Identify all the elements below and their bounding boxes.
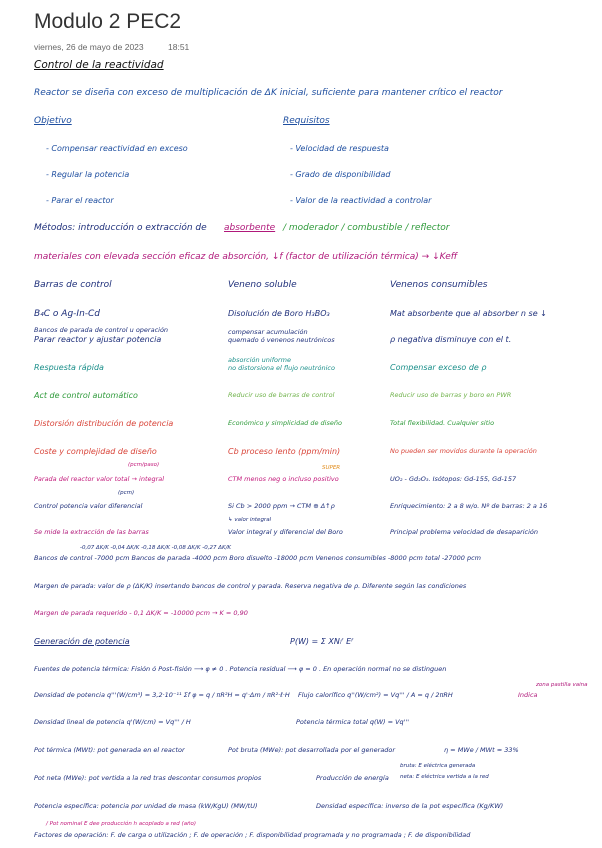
handwritten-line: Cb proceso lento (ppm/min) xyxy=(228,447,341,456)
handwritten-line: quemado ó venenos neutrónicos xyxy=(228,336,335,344)
handwritten-line: neta: E eléctrica vertida a la red xyxy=(400,774,489,780)
handwritten-line: Bancos de control -7000 pcm Bancos de parada -4000 pcm Boro disuelto -18000 pcm Venenos consumibles -8000 pcm total -27000 pcm xyxy=(34,554,481,562)
handwritten-line: Reducir uso de barras y boro en PWR xyxy=(390,391,512,399)
handwritten-line: Densidad de potencia q'''(W/cm³) = 3,2·10⁻¹¹ Σf φ = q / πR²H = q'·Δm / πR²·ℓ·H xyxy=(34,691,290,699)
handwritten-line: CTM menos neg o incluso positivo xyxy=(228,475,339,483)
handwritten-line: Distorsión distribución de potencia xyxy=(34,419,174,428)
handwritten-line: Densidad lineal de potencia q'(W/cm) = Vq''' / H xyxy=(34,718,191,726)
handwritten-line: absorbente xyxy=(224,223,276,233)
note-time: 18:51 xyxy=(168,42,190,52)
handwritten-line: Veneno soluble xyxy=(228,280,297,290)
handwritten-line: Total flexibilidad. Cualquier sitio xyxy=(390,419,495,427)
handwritten-line: Coste y complejidad de diseño xyxy=(34,447,157,456)
handwritten-line: Densidad específica: inverso de la pot específica (Kg/KW) xyxy=(316,802,504,810)
handwritten-line: Disolución de Boro H₃BO₃ xyxy=(228,309,330,318)
handwritten-line: Parar reactor y ajustar potencia xyxy=(34,335,162,344)
handwritten-line: Compensar exceso de ρ xyxy=(390,363,487,372)
handwritten-line: Requisitos xyxy=(283,116,330,126)
handwritten-line: No pueden ser movidos durante la operación xyxy=(390,447,537,455)
handwritten-line: absorción uniforme xyxy=(228,356,292,364)
handwritten-line: Potencia específica: potencia por unidad de masa (kW/KgU) (MW/tU) xyxy=(34,802,258,810)
handwritten-line: P(W) = Σ XNᵢᶠ Eᶠ xyxy=(290,637,354,646)
handwritten-line: Reducir uso de barras de control xyxy=(228,391,335,399)
handwritten-line: Act de control automático xyxy=(34,391,138,400)
handwritten-line: Principal problema velocidad de desaparición xyxy=(390,528,539,536)
handwritten-line: Pot térmica (MWt): pot generada en el reactor xyxy=(34,746,185,754)
handwritten-line: Venenos consumibles xyxy=(390,280,488,290)
handwritten-line: Potencia térmica total q(W) = Vq''' xyxy=(296,718,410,726)
handwritten-line: ↳ valor integral xyxy=(228,517,272,523)
handwritten-line: Pot bruta (MWe): pot desarrollada por el generador xyxy=(228,746,396,754)
handwritten-line: Margen de parada: valor de ρ (ΔK/K) insertando bancos de control y parada. Reserva negativa de ρ. Diferente según las condiciones xyxy=(34,582,467,590)
handwritten-line: Producción de energía xyxy=(316,774,389,782)
handwritten-line: no distorsiona el flujo neutrónico xyxy=(228,364,335,372)
handwritten-line: materiales con elevada sección eficaz de absorción, ↓f (factor de utilización térmica) → ↓Keff xyxy=(34,252,458,262)
note-date: viernes, 26 de mayo de 2023 xyxy=(34,42,144,52)
handwritten-line: Barras de control xyxy=(34,280,112,290)
handwritten-line: Control de la reactividad xyxy=(34,59,164,71)
handwritten-line: Flujo calorífico q''(W/cm²) = Vq''' / A = q / 2πRH xyxy=(298,691,453,699)
handwritten-line: (pcm) xyxy=(118,490,135,496)
handwritten-line: / moderador / combustible / reflector xyxy=(283,223,450,233)
handwritten-line: UO₂ - Gd₂O₃. Isótopos: Gd-155, Gd-157 xyxy=(390,475,517,483)
note-metadata xyxy=(34,42,211,52)
handwritten-line: Indica xyxy=(518,691,538,699)
handwritten-line: Parada del reactor valor total → integral xyxy=(34,475,165,483)
handwritten-line: SUPER xyxy=(322,465,341,471)
handwritten-line: Pot neta (MWe): pot vertida a la red tras descontar consumos propios xyxy=(34,774,262,782)
handwritten-line: - Regular la potencia xyxy=(46,170,130,179)
handwritten-line: - Velocidad de respuesta xyxy=(290,144,389,153)
handwritten-line: Objetivo xyxy=(34,116,72,126)
handwritten-line: Mat absorbente que al absorber n se ↓ xyxy=(390,309,547,318)
handwritten-line: Control potencia valor diferencial xyxy=(34,502,143,510)
handwritten-line: ρ negativa disminuye con el t. xyxy=(390,335,512,344)
handwritten-line: Fuentes de potencia térmica: Fisión ó Post-fisión ⟶ φ ≠ 0 . Potencia residual ⟶ φ = 0 . En operación normal no se distinguen xyxy=(34,665,447,673)
handwritten-line: / Pot nominal E dee producción h acoplado a red (año) xyxy=(46,821,197,827)
handwritten-line: Factores de operación: F. de carga o utilización ; F. de operación ; F. disponibilidad programada y no programada ; F. de disponibilidad xyxy=(34,831,471,839)
handwritten-line: Bancos de parada de control u operación xyxy=(34,326,169,334)
handwritten-line: Generación de potencia xyxy=(34,637,130,646)
handwritten-line: - Parar el reactor xyxy=(46,196,114,205)
handwritten-line: Si Cb > 2000 ppm → CTM ⊕ Δ↑ρ xyxy=(228,502,335,510)
handwritten-line: η = MWe / MWt ≈ 33% xyxy=(444,746,519,754)
handwritten-line: - Compensar reactividad en exceso xyxy=(46,144,188,153)
handwritten-line: Reactor se diseña con exceso de multiplicación de ΔK inicial, suficiente para mantener crítico el reactor xyxy=(34,88,503,98)
handwritten-line: Valor integral y diferencial del Boro xyxy=(228,528,343,536)
handwritten-line: Económico y simplicidad de diseño xyxy=(228,419,342,427)
handwritten-line: Margen de parada requerido - 0,1 ΔK/K = -10000 pcm → K = 0,90 xyxy=(34,609,248,617)
handwritten-line: Se mide la extracción de las barras xyxy=(34,528,149,536)
handwritten-line: - Valor de la reactividad a controlar xyxy=(290,196,432,205)
handwritten-line: Respuesta rápida xyxy=(34,363,104,372)
handwritten-line: Métodos: introducción o extracción de xyxy=(34,223,207,233)
handwritten-line: (pcm/paso) xyxy=(128,462,160,468)
handwritten-line: Enriquecimiento: 2 a 8 w/o. Nº de barras: 2 a 16 xyxy=(390,502,548,510)
handwritten-line: -0,07 ΔK/K -0,04 ΔK/K -0,18 ΔK/K -0,08 ΔK/K -0,27 ΔK/K xyxy=(80,545,232,551)
page-title[interactable]: Modulo 2 PEC2 xyxy=(34,10,182,33)
handwritten-line: B₄C o Ag-In-Cd xyxy=(34,309,101,319)
handwritten-line: compensar acumulación xyxy=(228,328,308,336)
handwritten-line: - Grado de disponibilidad xyxy=(290,170,391,179)
handwritten-line: bruta: E eléctrica generada xyxy=(400,763,476,769)
handwritten-line: zona pastilla vaina xyxy=(536,682,588,688)
